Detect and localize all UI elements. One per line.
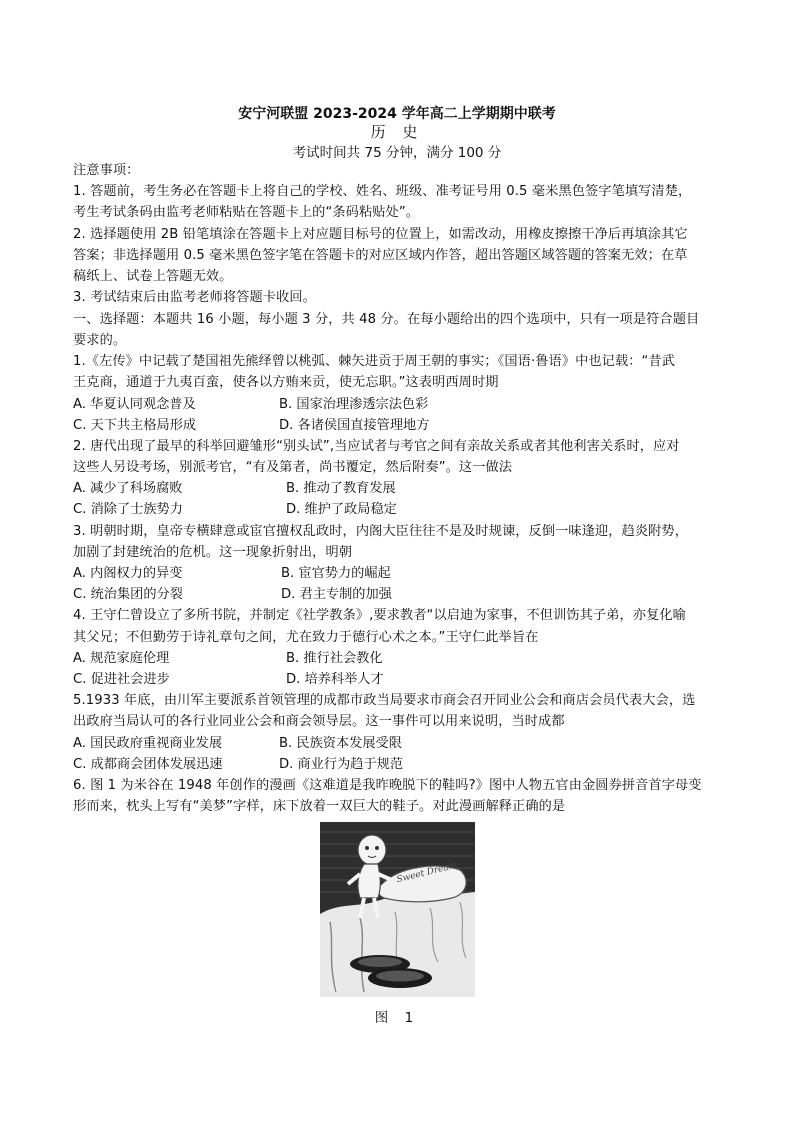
- figure-caption: 图 1: [374, 1010, 420, 1026]
- question-1-option-a: A. 华夏认同观念普及: [73, 397, 196, 412]
- artist-signature: 米谷: [326, 983, 342, 992]
- question-2-option-c: C. 消除了士族势力: [73, 502, 183, 517]
- exam-time-info: 考试时间共 75 分钟，满分 100 分: [292, 145, 502, 161]
- notice-item: 稿纸上、试卷上答题无效。: [73, 269, 233, 284]
- notice-item: 答案；非选择题用 0.5 毫米黑色签字笔在答题卡的对应区域内作答，超出答题区域答题的答案无效；在草: [73, 248, 688, 263]
- question-5-option-d: D. 商业行为趋于规范: [279, 757, 404, 772]
- cartoon-figure: [320, 822, 475, 997]
- question-3-option-d: D. 君主专制的加强: [281, 587, 392, 602]
- question-4-option-c: C. 促进社会进步: [73, 672, 170, 687]
- question-5-option-b: B. 民族资本发展受限: [279, 736, 402, 751]
- question-2-option-d: D. 维护了政局稳定: [286, 502, 397, 517]
- question-4-option-a: A. 规范家庭伦理: [73, 651, 170, 666]
- notice-heading: 注意事项：: [73, 163, 140, 178]
- question-4-stem: 4. 王守仁曾设立了多所书院，并制定《社学教条》,要求教者“以启迪为家事，不但训饬其子弟，亦复化喻: [73, 608, 686, 623]
- question-5-stem: 5.1933 年底，由川军主要派系首领管理的成都市政当局要求市商会召开同业公会和商店会员代表大会，选: [73, 693, 696, 708]
- question-2-option-b: B. 推动了教育发展: [286, 481, 396, 496]
- question-1-option-d: D. 各诸侯国直接管理地方: [279, 418, 430, 433]
- question-3-stem: 加剧了封建统治的危机。这一现象折射出，明朝: [73, 545, 353, 560]
- notice-item: 1. 答题前，考生务必在答题卡上将自己的学校、姓名、班级、准考证号用 0.5 毫米黑色签字笔填写清楚，: [73, 184, 692, 199]
- notice-item: 2. 选择题使用 2B 铅笔填涂在答题卡上对应题目标号的位置上，如需改动，用橡皮擦擦干净后再填涂其它: [73, 227, 688, 242]
- question-3-option-a: A. 内阁权力的异变: [73, 566, 183, 581]
- question-1-option-c: C. 天下共主格局形成: [73, 418, 197, 433]
- question-5-option-a: A. 国民政府重视商业发展: [73, 736, 223, 751]
- question-4-stem: 其父兄；不但勤劳于诗礼章句之间，尤在致力于德行心术之本。”王守仁此举旨在: [73, 630, 539, 645]
- cartoon-illustration: [320, 822, 475, 997]
- pillow-text: Sweet Dream: [395, 860, 459, 886]
- question-4-option-b: B. 推行社会教化: [286, 651, 383, 666]
- question-4-option-d: D. 培养科举人才: [286, 672, 384, 687]
- exam-title: 安宁河联盟 2023-2024 学年高二上学期期中联考: [238, 106, 556, 122]
- notice-item: 考生考试条码由监考老师粘贴在答题卡上的“条码粘贴处”。: [73, 205, 420, 220]
- question-6-stem: 形而来，枕头上写有“美梦”字样，床下放着一双巨大的鞋子。对此漫画解释正确的是: [73, 799, 566, 814]
- question-6-stem: 6. 图 1 为米谷在 1948 年创作的漫画《这难道是我昨晚脱下的鞋吗?》图中人物五官由金圆券拼音首字母变: [73, 778, 702, 793]
- section-heading: 一、选择题：本题共 16 小题，每小题 3 分，共 48 分。在每小题给出的四个选项中，只有一项是符合题目: [73, 312, 700, 327]
- question-3-option-c: C. 统治集团的分裂: [73, 587, 183, 602]
- question-5-option-c: C. 成都商会团体发展迅速: [73, 757, 223, 772]
- exam-subject: 历 史: [370, 123, 424, 141]
- notice-item: 3. 考试结束后由监考老师将答题卡收回。: [73, 290, 316, 305]
- question-5-stem: 出政府当局认可的各行业同业公会和商会领导层。这一事件可以用来说明，当时成都: [73, 714, 565, 729]
- question-2-stem: 2. 唐代出现了最早的科举回避雏形“别头试”,当应试者与考官之间有亲故关系或者其他利害关系时，应对: [73, 439, 680, 454]
- question-1-stem: 王克商，通道于九夷百蛮，使各以方贿来贡，使无忘职。”这表明西周时期: [73, 375, 499, 390]
- question-1-option-b: B. 国家治理渗透宗法色彩: [279, 397, 429, 412]
- section-heading-cont: 要求的。: [73, 333, 127, 348]
- question-2-stem: 这些人另设考场，别派考官，“有及第者，尚书覆定，然后附奏”。这一做法: [73, 460, 513, 475]
- question-3-stem: 3. 明朝时期，皇帝专横肆意或宦官擅权乱政时，内阁大臣往往不是及时规谏，反倒一味逢迎，趋炎附势，: [73, 524, 689, 539]
- question-2-option-a: A. 减少了科场腐败: [73, 481, 183, 496]
- question-3-option-b: B. 宦官势力的崛起: [281, 566, 391, 581]
- question-1-stem: 1.《左传》中记载了楚国祖先熊绎曾以桃弧、棘矢进贡于周王朝的事实；《国语·鲁语》中也记载：“昔武: [73, 354, 676, 369]
